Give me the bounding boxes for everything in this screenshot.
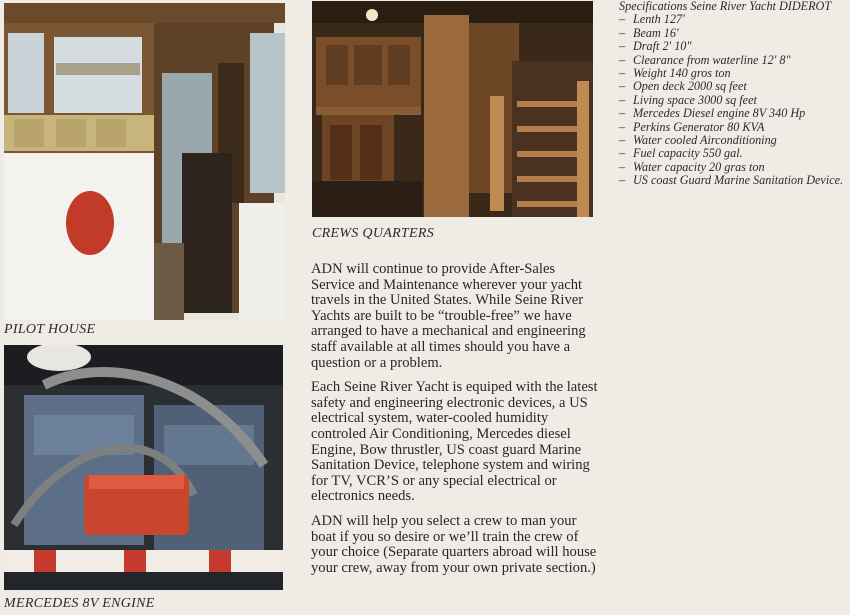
- crews-quarters-illustration: [312, 1, 593, 217]
- pilot-house-illustration: [4, 3, 285, 320]
- paragraph-after-sales: ADN will continue to provide After-Sales Service and Maintenance wherever your yacht travels in the United States. While Seine River Yachts are built to be “trouble-free” we have arranged to have a mechanical and engineering staff available at all times should you have a question or a problem.: [311, 261, 586, 371]
- paragraph-equipment: Each Seine River Yacht is equiped with the latest safety and engineering electronic devices, a US electrical system, water-cooled humidity controled Air Conditioning, Mercedes diesel Engine, Bow thrustler, US coast guard Marine Sanitation Device, telephone system and wiring for TV, VCR’S or any special electrical or electronics needs.: [311, 379, 598, 505]
- spec-item: – Draft 2' 10": [619, 40, 849, 53]
- spec-item: – Beam 16': [619, 27, 849, 40]
- specifications-list: [619, 0, 849, 188]
- engine-photo: [4, 345, 283, 590]
- pilot-house-caption: PILOT HOUSE: [4, 322, 96, 337]
- spec-item: – Fuel capacity 550 gal.: [619, 147, 849, 160]
- spec-item: – US coast Guard Marine Sanitation Device.: [619, 174, 849, 187]
- crews-quarters-caption: CREWS QUARTERS: [312, 226, 435, 241]
- body-text: [311, 262, 601, 585]
- spec-item: – Clearance from waterline 12' 8": [619, 54, 849, 67]
- engine-caption: MERCEDES 8V ENGINE: [4, 596, 155, 611]
- specifications-title: Specifications Seine River Yacht DIDEROT: [619, 0, 832, 13]
- spec-item: – Living space 3000 sq feet: [619, 94, 849, 107]
- spec-item: – Mercedes Diesel engine 8V 340 Hp: [619, 107, 849, 120]
- spec-item: – Weight 140 gros ton: [619, 67, 849, 80]
- pilot-house-photo: [4, 3, 285, 320]
- spec-item: – Perkins Generator 80 KVA: [619, 121, 849, 134]
- spec-item: – Water cooled Airconditioning: [619, 134, 849, 147]
- engine-illustration: [4, 345, 283, 590]
- spec-item: – Lenth 127': [619, 13, 849, 26]
- spec-item: – Water capacity 20 gras ton: [619, 161, 849, 174]
- paragraph-crew: ADN will help you select a crew to man your boat if you so desire or we’ll train the crew of your choice (Separate quarters abroad will house your crew, away from your own private section.): [311, 512, 597, 576]
- spec-item: – Open deck 2000 sq feet: [619, 80, 849, 93]
- specifications-items: [619, 13, 849, 187]
- crews-quarters-photo: [312, 1, 593, 217]
